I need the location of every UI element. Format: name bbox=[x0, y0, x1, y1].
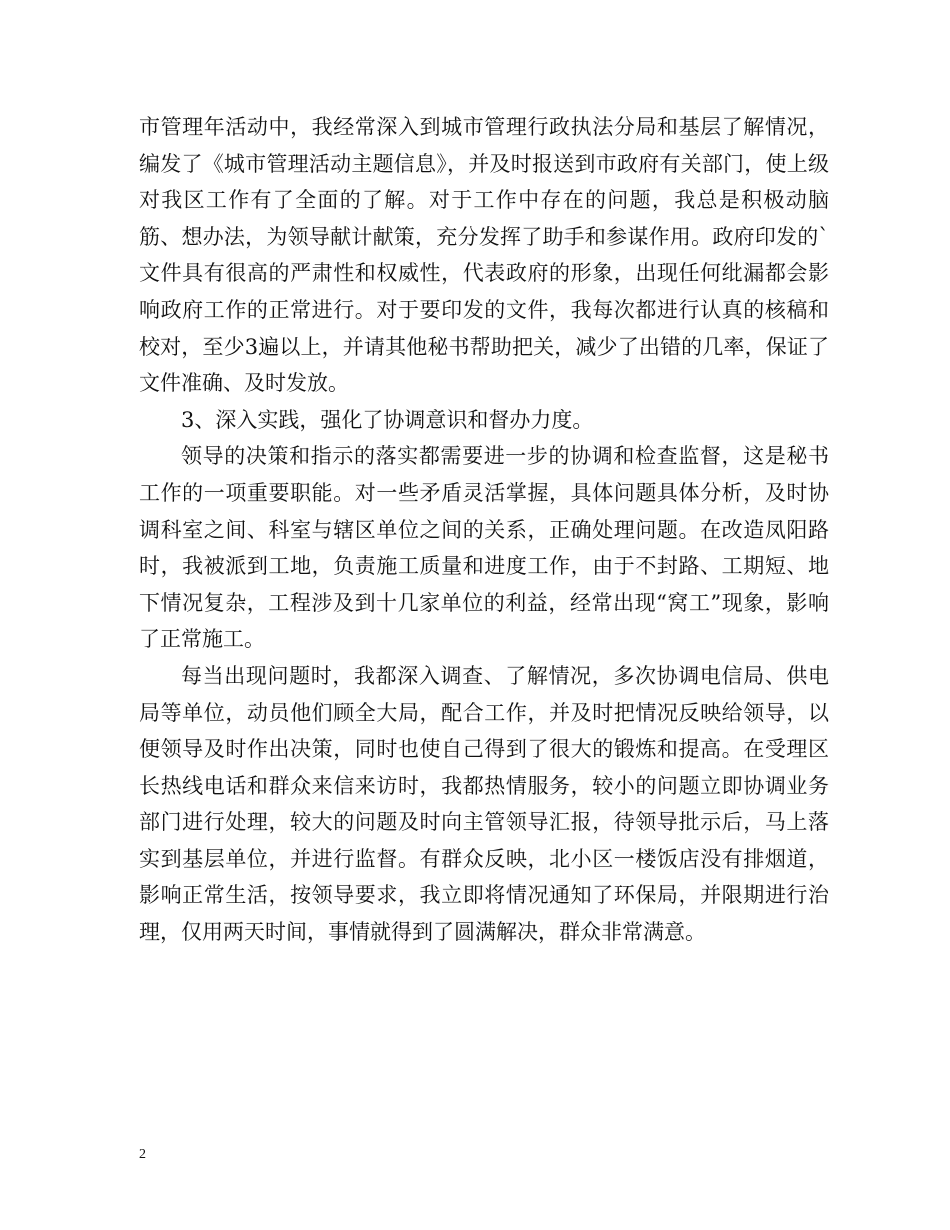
body-paragraph-1: 市管理年活动中，我经常深入到城市管理行政执法分局和基层了解情况，编发了《城市管理活动主题信息》，并及时报送到市政府有关部门，使上级对我区工作有了全面的了解。对于工作中存在的问题，我总是积极动脑筋、想办法，为领导献计献策，充分发挥了助手和参谋作用。政府印发的`文件具有很高的严肃性和权威性，代表政府的形象，出现任何纰漏都会影响政府工作的正常进行。对于要印发的文件，我每次都进行认真的核稿和校对，至少3遍以上，并请其他秘书帮助把关，减少了出错的几率，保证了文件准确、及时发放。 bbox=[139, 115, 829, 396]
page-number: 2 bbox=[139, 1147, 146, 1162]
document-body bbox=[139, 109, 829, 951]
body-paragraph-2: 领导的决策和指示的落实都需要进一步的协调和检查监督，这是秘书工作的一项重要职能。对一些矛盾灵活掌握，具体问题具体分析，及时协调科室之间、科室与辖区单位之间的关系，正确处理问题。在改造凤阳路时，我被派到工地，负责施工质量和进度工作，由于不封路、工期短、地下情况复杂，工程涉及到十几家单位的利益，经常出现“窝工”现象，影响了正常施工。 bbox=[139, 444, 829, 652]
body-paragraph-3: 每当出现问题时，我都深入调查、了解情况，多次协调电信局、供电局等单位，动员他们顾全大局，配合工作，并及时把情况反映给领导，以便领导及时作出决策，同时也使自己得到了很大的锻炼和提高。在受理区长热线电话和群众来信来访时，我都热情服务，较小的问题立即协调业务部门进行处理，较大的问题及时向主管领导汇报，待领导批示后，马上落实到基层单位，并进行监督。有群众反映，北小区一楼饭店没有排烟道，影响正常生活，按领导要求，我立即将情况通知了环保局，并限期进行治理，仅用两天时间，事情就得到了圆满解决，群众非常满意。 bbox=[139, 663, 829, 945]
section-heading-3: 3、深入实践，强化了协调意识和督办力度。 bbox=[181, 407, 594, 432]
